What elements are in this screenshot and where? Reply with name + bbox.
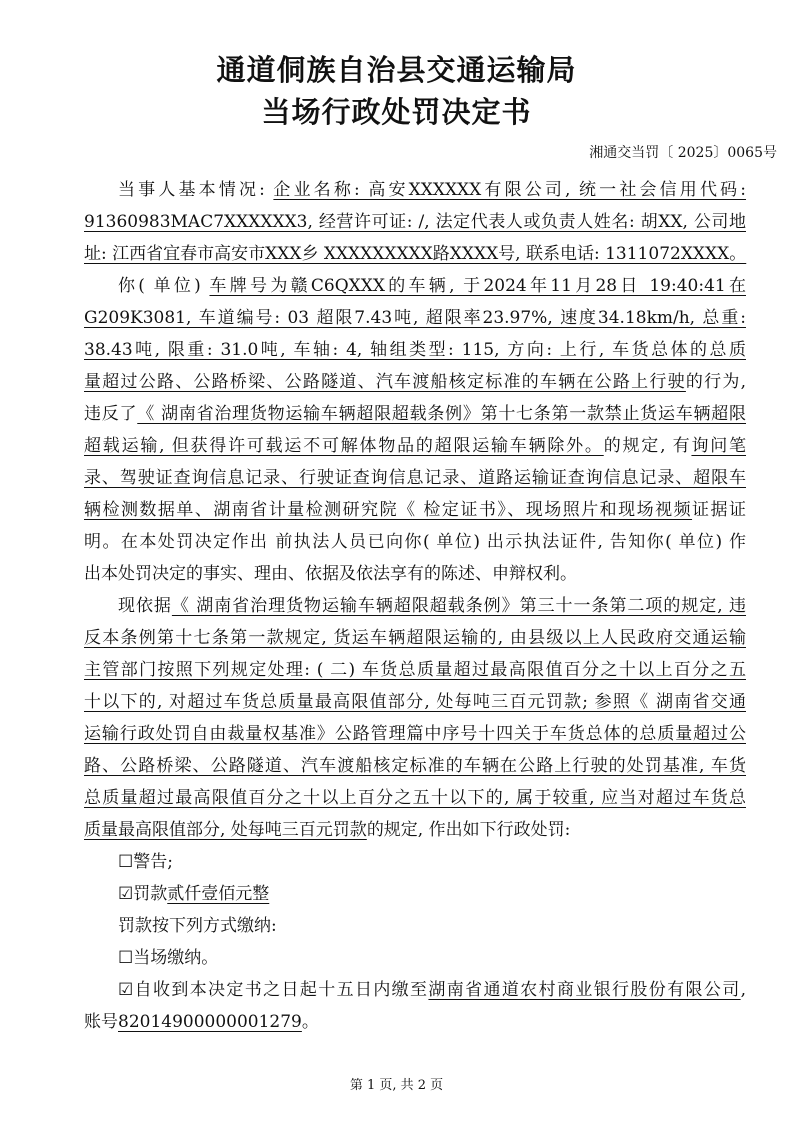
filled-field-text: 路、公路桥梁、公路隧道、汽车渡船核定标准的车辆在公路上行驶的处罚基准, 车货 <box>84 756 746 776</box>
body-text: 证据证 <box>692 500 746 520</box>
filled-field-text: 量超过公路、公路桥梁、公路隧道、汽车渡船核定标准的车辆在公路上行驶 <box>84 372 686 392</box>
filled-field-text: 贰仟壹佰元整 <box>167 884 270 904</box>
body-text: 的行为, <box>685 372 747 392</box>
body-text: 出本处罚决定的事实、理由、依据及依法享有的陈述、申辩权利。 <box>84 564 577 584</box>
filled-field-text: 反本条例第十七条第一款规定, 货运车辆超限运输的, 由县级以上人民政府交通运输 <box>84 628 746 648</box>
paragraph-line <box>84 302 746 334</box>
paragraph-line <box>84 750 746 782</box>
body-text: 罚款按下列方式缴纳: <box>118 916 277 936</box>
body-text: 明。在本处罚决定作出 前执法人员已向你( 单位) 出示执法证件, 告知你( 单位) 作 <box>84 532 746 552</box>
page-indicator: 第 1 页, 共 2 页 <box>349 1078 444 1093</box>
paragraph-line <box>84 526 746 558</box>
body-text: 当事人基本情况: <box>118 180 274 200</box>
paragraph-line <box>84 206 746 238</box>
body-text: 。 <box>301 1012 319 1032</box>
body-text: 你( 单位) <box>118 276 210 296</box>
filled-field-text: 91360983MAC7XXXXXX3, 经营许可证: /, 法定代表人或负责人姓名: 胡XX, 公司地 <box>84 212 746 232</box>
paragraph-line <box>84 814 746 846</box>
paragraph-line <box>84 462 746 494</box>
filled-field-text: 十以下的, 对超过车货总质量最高限值部分, 处每吨三百元罚款; 参照《 湖南省交通 <box>84 692 746 712</box>
paragraph-line <box>84 366 746 398</box>
body-text: ☑罚款 <box>118 884 168 904</box>
paragraph-line <box>84 590 746 622</box>
filled-field-text: 湖南省通道农村商业银行股份有限公司 <box>428 980 741 1000</box>
filled-field-text: 超载运输, 但获得许可载运不可解体物品的超限运输车辆除外。 <box>84 436 604 456</box>
paragraph-line <box>84 910 746 942</box>
filled-field-text: 38.43吨, 限重: 31.0吨, 车轴: 4, 轴组类型: 115, 方向: 上行, 车货总体的总质 <box>84 340 746 360</box>
paragraph-line <box>84 334 746 366</box>
filled-field-text: 82014900000001279 <box>118 1012 302 1032</box>
body-text: 的规定, 有 <box>603 436 692 456</box>
paragraph-line <box>84 174 746 206</box>
filled-field-text: 总质量超过最高限值百分之十以上百分之五十以下的, 属于较重, 应当对超过车货总 <box>84 788 746 808</box>
paragraph-line <box>84 782 746 814</box>
paragraph-line <box>84 494 746 526</box>
filled-field-text: G209K3081, 车道编号: 03 超限7.43吨, 超限率23.97%, 速度34.18km/h, 总重: <box>84 308 746 328</box>
document-title: 当场行政处罚决定书 <box>261 95 532 129</box>
paragraph-line <box>84 686 746 718</box>
body-text: ☑自收到本决定书之日起十五日内缴至 <box>118 980 429 1000</box>
filled-field-text: 主管部门按照下列规定处理: ( 二) 车货总质量超过最高限值百分之十以上百分之五 <box>84 660 746 680</box>
body-text: ☐当场缴纳。 <box>118 948 219 968</box>
paragraph-line <box>84 270 746 302</box>
filled-field-text: 质量最高限值部分, 处每吨三百元罚款 <box>84 820 367 840</box>
paragraph-line <box>84 398 746 430</box>
paragraph-line <box>84 1006 746 1038</box>
paragraph-line <box>84 622 746 654</box>
paragraph-line <box>84 718 746 750</box>
paragraph-line <box>84 558 746 590</box>
body-text: 账号 <box>84 1012 118 1032</box>
paragraph-line <box>84 878 746 910</box>
body-text: 的规定, 作出如下行政处罚: <box>366 820 571 840</box>
body-text: ☐警告; <box>118 852 173 872</box>
filled-field-text: 辆检测数据单、湖南省计量检测研究院《 检定证书》、现场照片和现场视频 <box>84 500 693 520</box>
body-text: , <box>740 980 746 1000</box>
issuing-authority-title: 通道侗族自治县交通运输局 <box>216 53 577 87</box>
filled-field-text: 《 湖南省治理货物运输车辆超限超载条例》第十七条第一款禁止货运车辆超限 <box>137 404 747 424</box>
filled-field-text: 址: 江西省宜春市高安市XXX乡 XXXXXXXXX路XXXX号, 联系电话: 1311072XXXX。 <box>84 244 747 264</box>
filled-field-text: 录、驾驶证查询信息记录、行驶证查询信息记录、道路运输证查询信息记录、超限车 <box>84 468 746 488</box>
filled-field-text: 《 湖南省治理货物运输车辆超限超载条例》第三十一条第二项的规定, 违 <box>171 596 747 616</box>
filled-field-text: 运输行政处罚自由裁量权基准》公路管理篇中序号十四关于车货总体的总质量超过公 <box>84 724 746 744</box>
document-number: 湘通交当罚〔 2025〕0065号 <box>589 145 777 161</box>
body-text: 现依据 <box>118 596 172 616</box>
body-text: 违反了 <box>84 404 138 424</box>
paragraph-line <box>84 846 746 878</box>
filled-field-text: 询问笔 <box>691 436 747 456</box>
paragraph-line <box>84 430 746 462</box>
paragraph-line <box>84 974 746 1006</box>
document-body <box>84 174 746 1038</box>
filled-field-text: 企业名称: 高安XXXXXX有限公司, 统一社会信用代码: <box>273 180 747 200</box>
paragraph-line <box>84 654 746 686</box>
paragraph-line <box>84 942 746 974</box>
paragraph-line <box>84 238 746 270</box>
filled-field-text: 车牌号为赣C6QXXX的车辆, 于2024年11月28日 19:40:41在 <box>209 276 746 296</box>
